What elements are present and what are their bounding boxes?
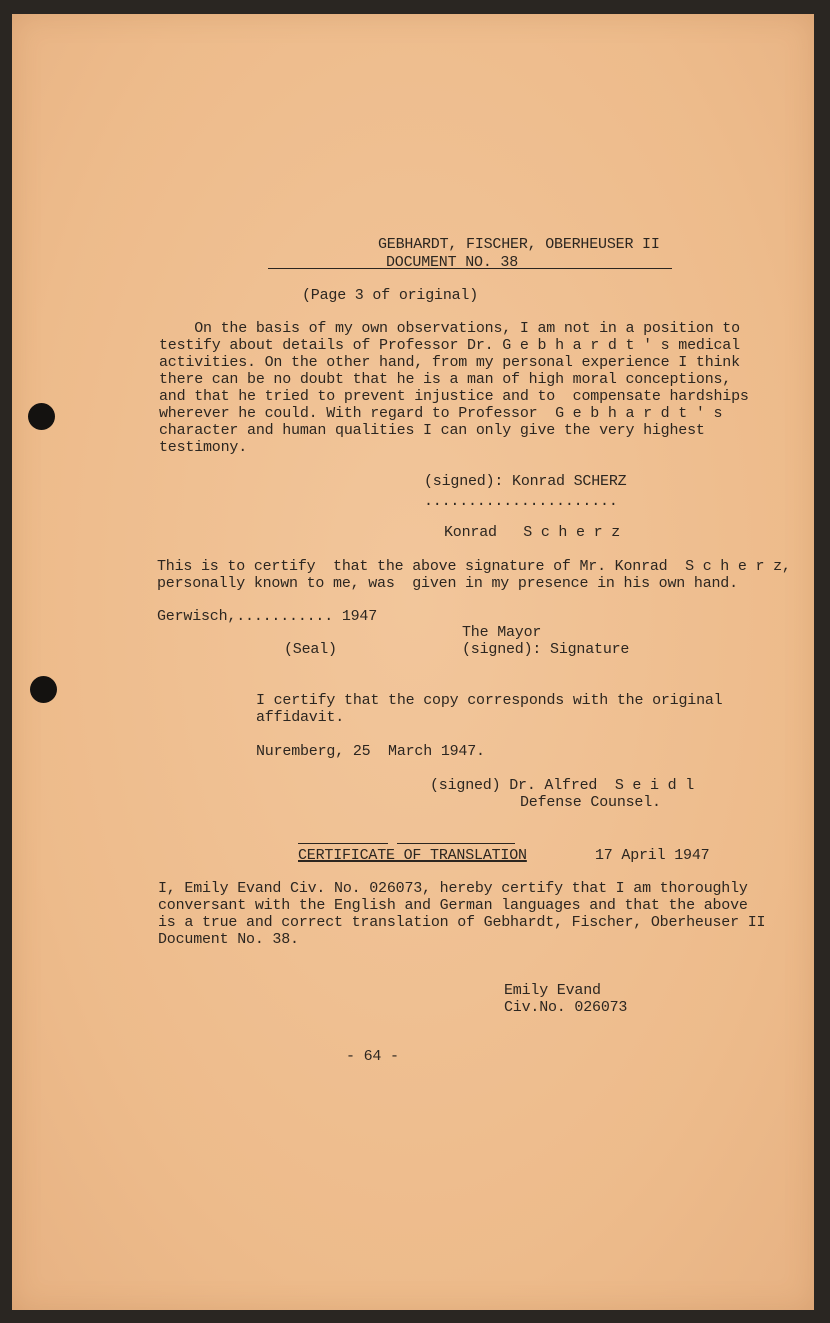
paragraph-line: and that he tried to prevent injustice and to compensate hardships bbox=[159, 388, 749, 405]
translator-civ-number: Civ.No. 026073 bbox=[504, 999, 628, 1016]
translation-heading: CERTIFICATE OF TRANSLATION bbox=[298, 847, 527, 864]
document-header-title: GEBHARDT, FISCHER, OBERHEUSER II bbox=[378, 236, 660, 253]
punch-hole bbox=[30, 676, 57, 703]
certify-line: personally known to me, was given in my presence in his own hand. bbox=[157, 575, 738, 592]
mayor-title: The Mayor bbox=[462, 624, 542, 641]
seal-label: (Seal) bbox=[284, 641, 337, 658]
document-number: DOCUMENT NO. 38 bbox=[386, 254, 519, 271]
paragraph-line: testimony. bbox=[159, 439, 248, 456]
signature-dots: ...................... bbox=[424, 493, 618, 510]
signed-line: (signed): Konrad SCHERZ bbox=[424, 473, 627, 490]
translation-line: is a true and correct translation of Gebhardt, Fischer, Oberheuser II bbox=[158, 914, 766, 931]
counsel-title: Defense Counsel. bbox=[520, 794, 661, 811]
paragraph-line: character and human qualities I can only give the very highest bbox=[159, 422, 705, 439]
nuremberg-date: Nuremberg, 25 March 1947. bbox=[256, 743, 485, 760]
translation-line: I, Emily Evand Civ. No. 026073, hereby certify that I am thoroughly bbox=[158, 880, 748, 897]
page-reference: (Page 3 of original) bbox=[302, 287, 479, 304]
paragraph-line: wherever he could. With regard to Professor G e b h a r d t ' s bbox=[159, 405, 723, 422]
translation-line: Document No. 38. bbox=[158, 931, 299, 948]
document-page bbox=[12, 14, 814, 1310]
punch-hole bbox=[28, 403, 55, 430]
copy-cert-line: affidavit. bbox=[256, 709, 345, 726]
header-rule bbox=[268, 268, 672, 269]
mayor-signed: (signed): Signature bbox=[462, 641, 630, 658]
place-date: Gerwisch,........... 1947 bbox=[157, 608, 378, 625]
affiant-name: Konrad S c h e r z bbox=[444, 524, 621, 541]
counsel-signed: (signed) Dr. Alfred S e i d l bbox=[430, 777, 695, 794]
paragraph-line: activities. On the other hand, from my personal experience I think bbox=[159, 354, 740, 371]
paragraph-line: there can be no doubt that he is a man of high moral conceptions, bbox=[159, 371, 732, 388]
copy-cert-line: I certify that the copy corresponds with the original bbox=[256, 692, 723, 709]
heading-overline bbox=[298, 843, 388, 844]
translation-line: conversant with the English and German languages and that the above bbox=[158, 897, 748, 914]
translator-name: Emily Evand bbox=[504, 982, 601, 999]
paragraph-line: testify about details of Professor Dr. G e b h a r d t ' s medical bbox=[159, 337, 740, 354]
translation-date: 17 April 1947 bbox=[595, 847, 710, 864]
page-number: - 64 - bbox=[346, 1048, 399, 1065]
heading-overline bbox=[397, 843, 515, 844]
certify-line: This is to certify that the above signature of Mr. Konrad S c h e r z, bbox=[157, 558, 791, 575]
paragraph-line: On the basis of my own observations, I am not in a position to bbox=[159, 320, 740, 337]
